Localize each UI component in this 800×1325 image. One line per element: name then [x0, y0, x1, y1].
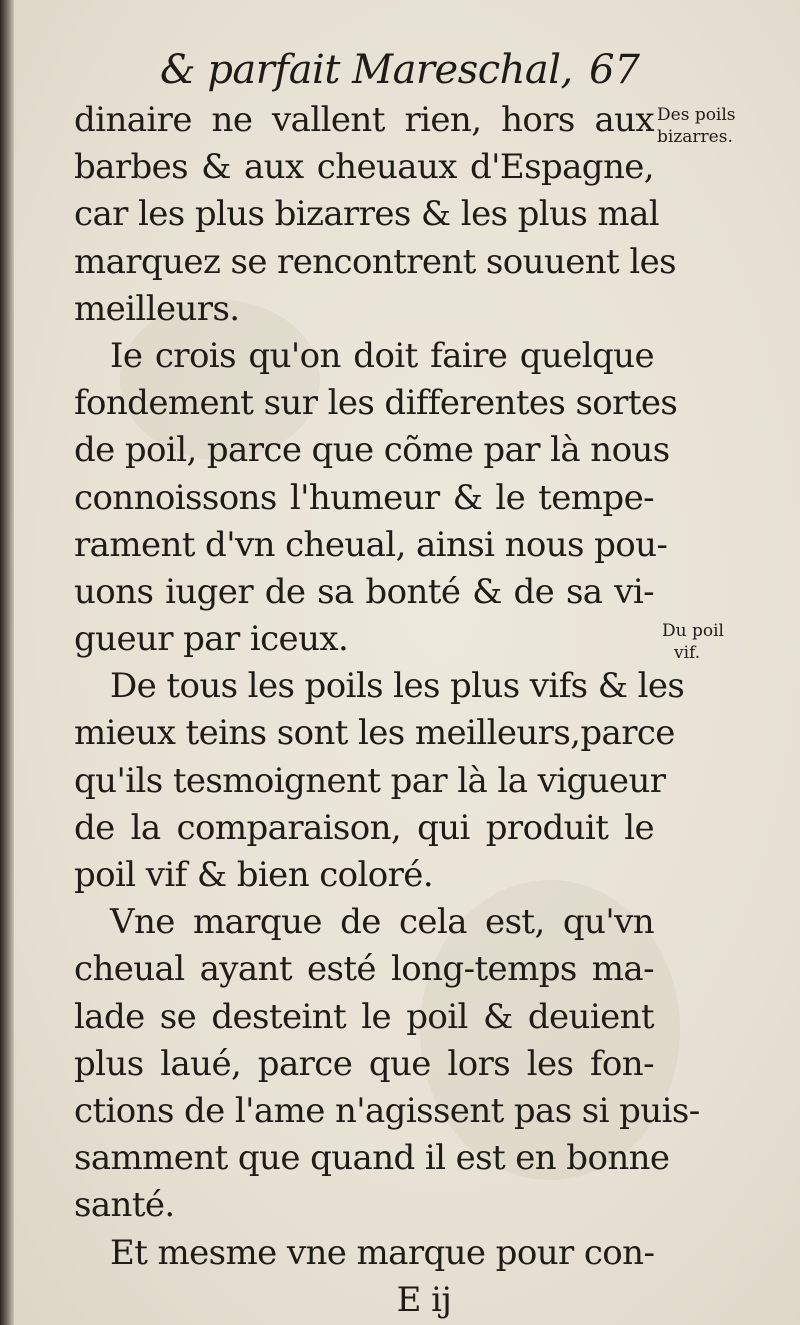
text-line: santé.: [74, 1185, 175, 1226]
text-line: dinaire ne vallent rien, hors aux: [74, 100, 654, 140]
page-number: 67: [589, 47, 640, 93]
text-line: barbes & aux cheuaux d'Espagne,: [74, 147, 654, 188]
paragraph-start-line: Et mesme vne marque pour con-: [110, 1232, 655, 1273]
text-line: lade se desteint le poil & deuient: [74, 996, 654, 1037]
text-line: rament d'vn cheual, ainsi nous pou-: [74, 524, 668, 565]
margin-note-du-poil: [662, 620, 724, 664]
margin-note-line: bizarres.: [657, 127, 733, 147]
text-line: meilleurs.: [74, 288, 240, 329]
text-line: plus laué, parce que lors les fon-: [74, 1043, 654, 1084]
binding-gutter: [0, 0, 14, 1325]
text-line: fondement sur les differentes sortes: [74, 383, 678, 424]
text-line: gueur par iceux.: [74, 619, 349, 660]
text-line: samment que quand il est en bonne: [74, 1138, 670, 1179]
paragraph-start-line: De tous les poils les plus vifs & les: [110, 666, 685, 707]
text-line: de poil, parce que cõme par là nous: [74, 430, 670, 471]
text-line: poil vif & bien coloré.: [74, 855, 434, 895]
signature-mark: E ij: [396, 1279, 452, 1320]
paragraph-start-line: Ie crois qu'on doit faire quelque: [110, 335, 654, 376]
running-title: & parfait Mareschal,: [160, 47, 573, 93]
text-line: qu'ils tesmoignent par là la vigueur: [74, 760, 666, 801]
margin-note-line: vif.: [674, 643, 701, 663]
text-line: car les plus bizarres & les plus mal: [74, 194, 660, 235]
page-header: [160, 42, 640, 98]
margin-note-line: Des poils: [657, 105, 736, 125]
text-line: de la comparaison, qui produit le: [74, 807, 654, 848]
text-line: marquez se rencontrent souuent les: [74, 241, 676, 282]
text-line: connoissons l'humeur & le tempe-: [74, 477, 654, 518]
text-line: ctions de l'ame n'agissent pas si puis-: [74, 1090, 700, 1131]
text-line: uons iuger de sa bonté & de sa vi-: [74, 571, 654, 612]
paragraph-start-line: Vne marque de cela est, qu'vn: [110, 902, 654, 943]
text-line: cheual ayant esté long-temps ma-: [74, 949, 654, 990]
margin-note-des-poils: [657, 104, 736, 148]
margin-note-line: Du poil: [662, 621, 724, 641]
text-line: mieux teins sont les meilleurs,parce: [74, 713, 675, 754]
